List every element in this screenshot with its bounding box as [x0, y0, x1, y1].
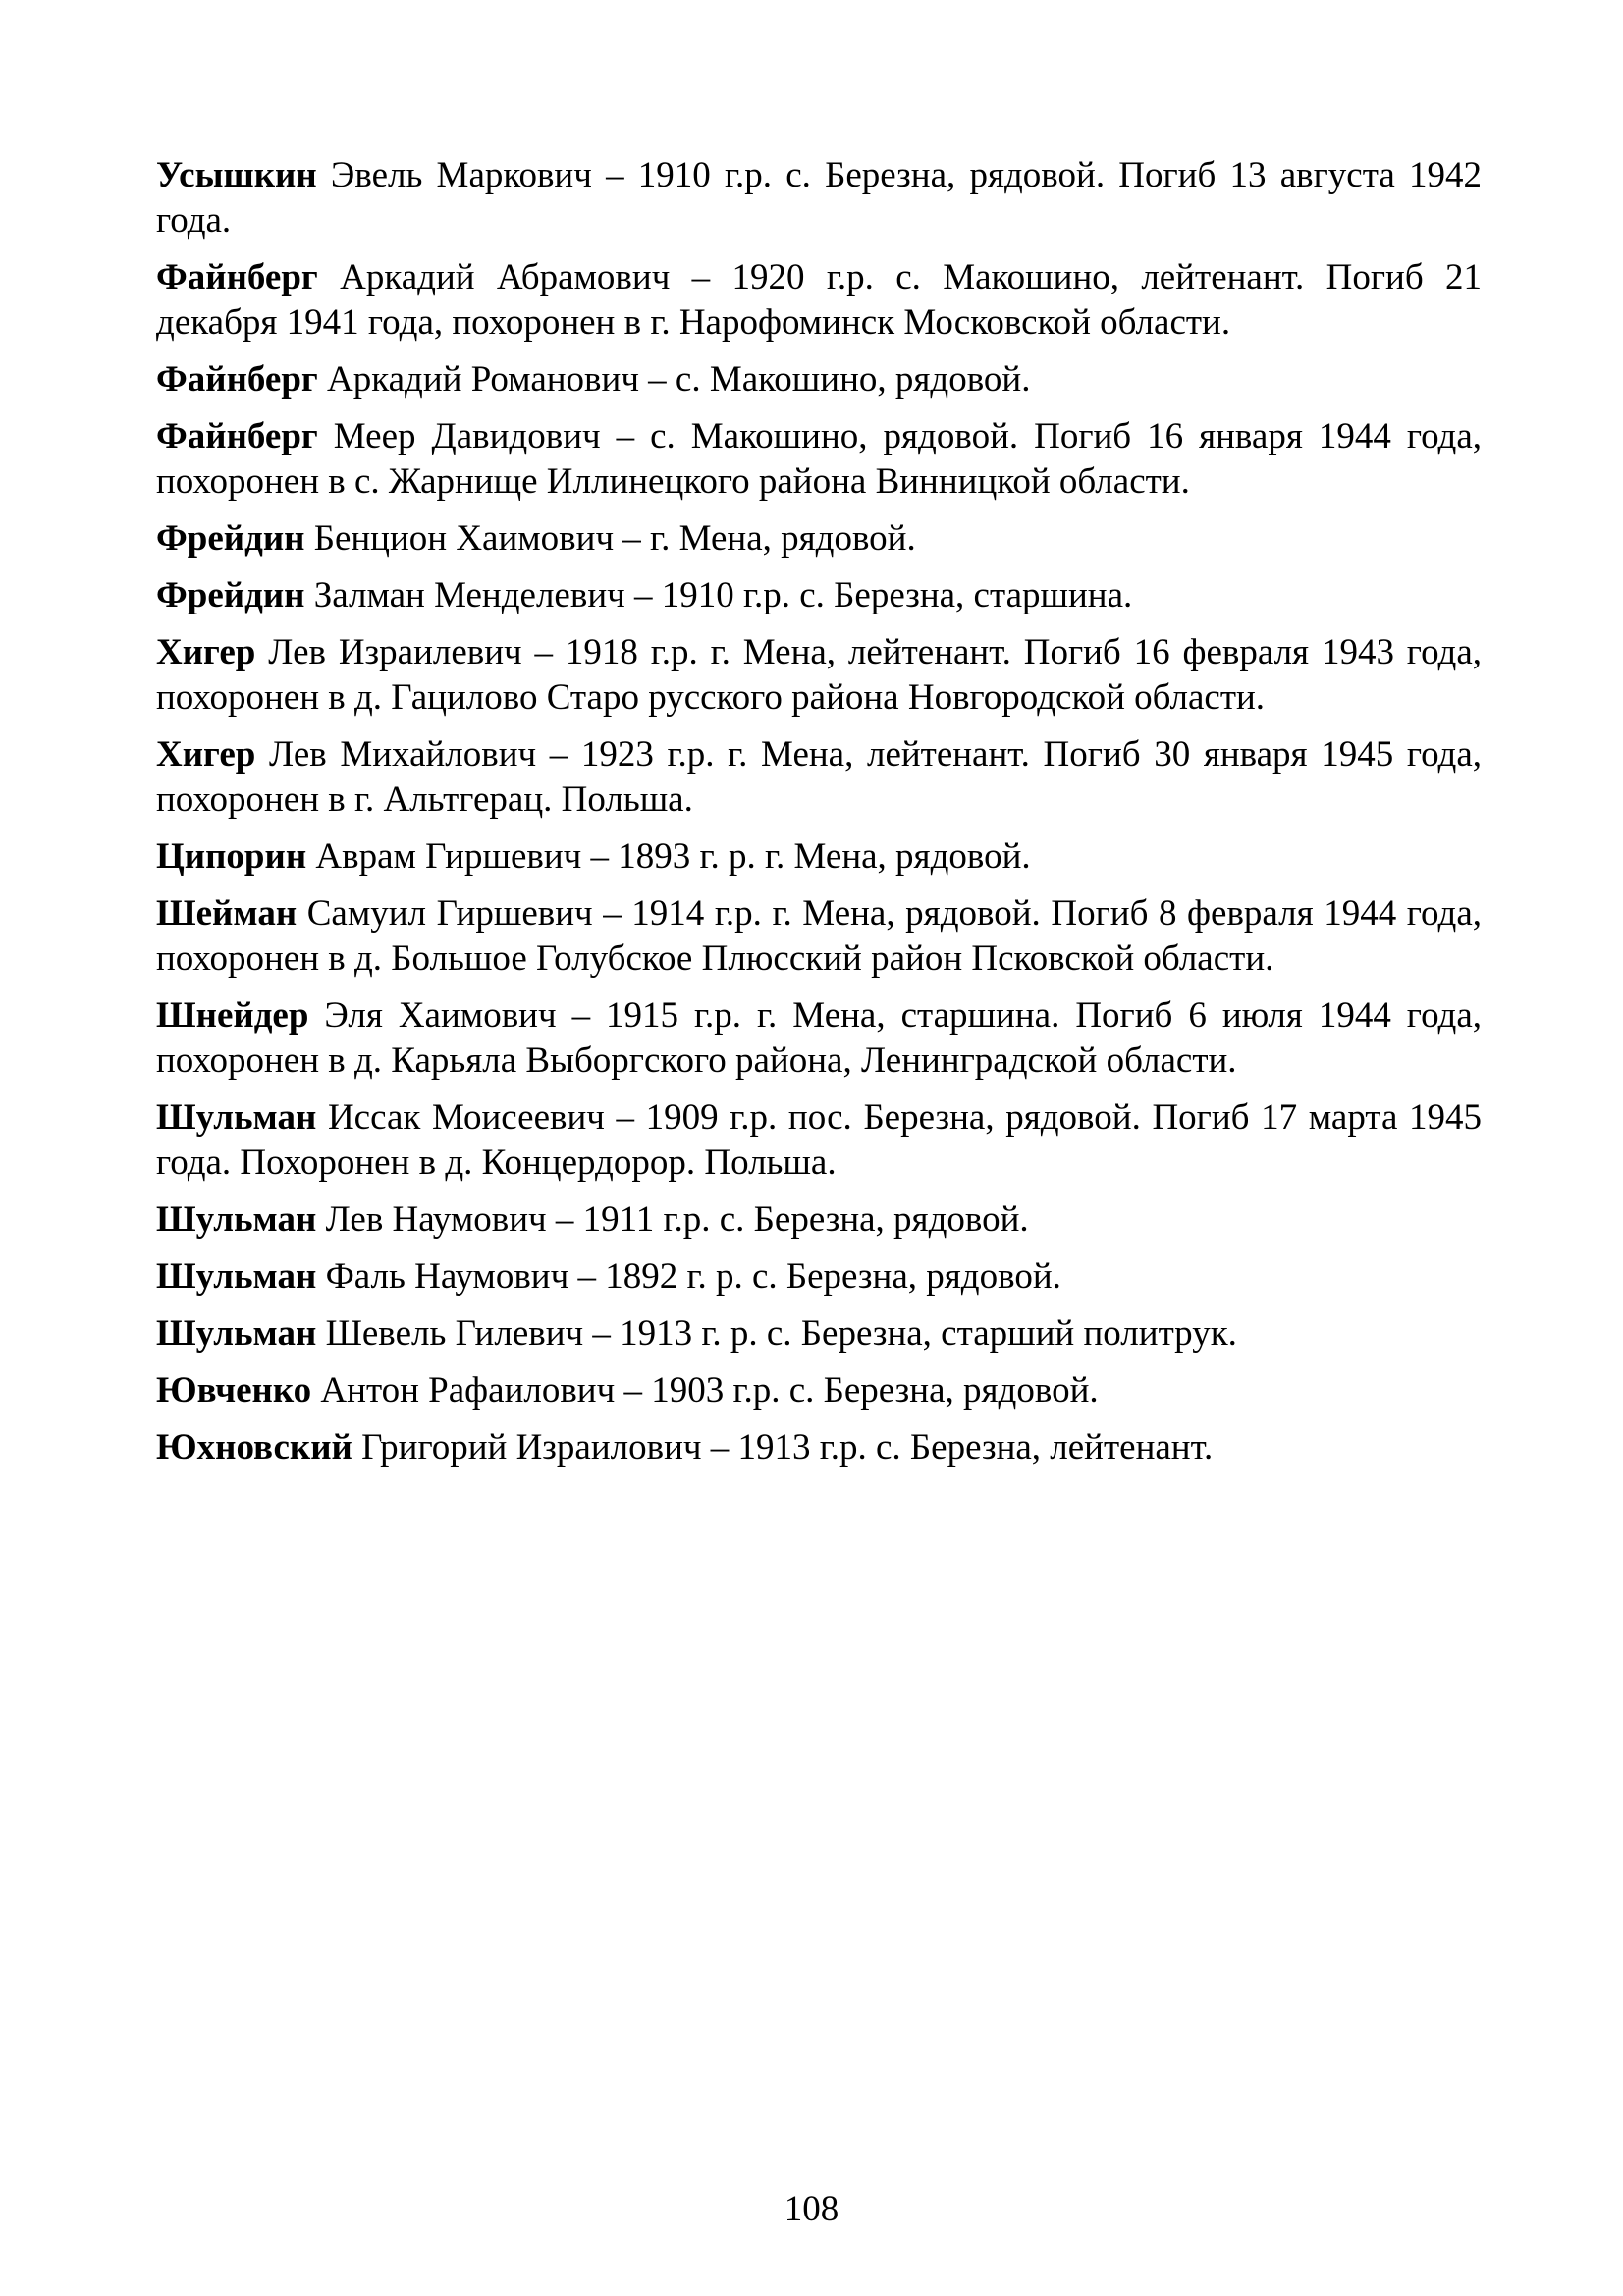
entry-text: Самуил Гиршевич – 1914 г.р. г. Мена, рядовой. Погиб 8 февраля 1944 года, похоронен в д. Большое Голубское Плюсский район Псковской области. [156, 893, 1482, 979]
entry-khiger-lev-mikhailovich [156, 732, 1482, 823]
entry-shulman-fal [156, 1255, 1482, 1300]
entry-shulman-issak [156, 1095, 1482, 1186]
entry-text: Иссак Моисеевич – 1909 г.р. пос. Березна, рядовой. Погиб 17 марта 1945 года. Похоронен в д. Концердорор. Польша. [156, 1097, 1483, 1183]
entry-text: Лев Наумович – 1911 г.р. с. Березна, рядовой. [325, 1200, 1029, 1240]
entry-sheiman [156, 891, 1482, 982]
entry-fainberg-arkadiy-abramovich [156, 255, 1482, 346]
entry-surname: Усышкин [156, 155, 317, 195]
entry-fainberg-arkadiy-romanovich [156, 357, 1482, 402]
entry-shulman-lev [156, 1198, 1482, 1243]
entry-surname: Юхновский [156, 1427, 352, 1468]
entry-freidin-bentsion [156, 516, 1482, 561]
entry-surname: Файнберг [156, 359, 318, 400]
entry-yuvchenko [156, 1368, 1482, 1414]
entry-surname: Шнейдер [156, 995, 309, 1036]
entry-usyshkin [156, 153, 1482, 243]
entry-text: Шевель Гилевич – 1913 г. р. с. Березна, старший политрук. [325, 1313, 1237, 1354]
entry-text: Аркадий Романович – с. Макошино, рядовой. [326, 359, 1031, 400]
entry-text: Лев Израилевич – 1918 г.р. г. Мена, лейтенант. Погиб 16 февраля 1943 года, похоронен в д. Гацилово Старо русского района Новгородской области. [156, 632, 1482, 718]
entry-text: Лев Михайлович – 1923 г.р. г. Мена, лейтенант. Погиб 30 января 1945 года, похоронен в г. Альтгерац. Польша. [156, 734, 1483, 820]
entry-surname: Ювченко [156, 1370, 312, 1411]
entry-text: Бенцион Хаимович – г. Мена, рядовой. [313, 518, 916, 559]
entry-tsiporin [156, 834, 1482, 880]
entry-text: Аркадий Абрамович – 1920 г.р. с. Макошино, лейтенант. Погиб 21 декабря 1941 года, похоронен в г. Нарофоминск Московской области. [156, 257, 1483, 343]
document-body [156, 153, 1482, 1482]
entry-text: Фаль Наумович – 1892 г. р. с. Березна, рядовой. [325, 1256, 1061, 1297]
page-number: 108 [784, 2189, 839, 2229]
entry-surname: Файнберг [156, 416, 318, 456]
entry-text: Аврам Гиршевич – 1893 г. р. г. Мена, рядовой. [315, 836, 1031, 877]
entry-text: Эля Хаимович – 1915 г.р. г. Мена, старшина. Погиб 6 июля 1944 года, похоронен в д. Карьяла Выборгского района, Ленинградской области. [156, 995, 1482, 1081]
entry-text: Григорий Израилович – 1913 г.р. с. Березна, лейтенант. [361, 1427, 1214, 1468]
entry-khiger-lev-izrailevich [156, 630, 1482, 721]
entry-surname: Фрейдин [156, 575, 305, 615]
entry-freidin-zalman [156, 573, 1482, 618]
entry-surname: Шульман [156, 1200, 317, 1240]
entry-text: Меер Давидович – с. Макошино, рядовой. Погиб 16 января 1944 года, похоронен в с. Жарнище Иллинецкого района Винницкой области. [156, 416, 1483, 502]
entry-surname: Фрейдин [156, 518, 305, 559]
entry-surname: Хигер [156, 632, 256, 672]
entry-surname: Шульман [156, 1256, 317, 1297]
entry-surname: Шейман [156, 893, 298, 934]
entry-fainberg-meer [156, 414, 1482, 505]
entry-surname: Ципорин [156, 836, 307, 877]
entry-text: Залман Менделевич – 1910 г.р. с. Березна, старшина. [313, 575, 1133, 615]
entry-shneider [156, 993, 1482, 1084]
entry-text: Эвель Маркович – 1910 г.р. с. Березна, рядовой. Погиб 13 августа 1942 года. [156, 155, 1482, 240]
entry-surname: Шульман [156, 1313, 317, 1354]
entry-surname: Шульман [156, 1097, 317, 1138]
entry-yukhnovsky [156, 1425, 1482, 1470]
entry-surname: Файнберг [156, 257, 318, 297]
entry-text: Антон Рафаилович – 1903 г.р. с. Березна, рядовой. [320, 1370, 1099, 1411]
entry-shulman-shevel [156, 1311, 1482, 1357]
entry-surname: Хигер [156, 734, 256, 774]
